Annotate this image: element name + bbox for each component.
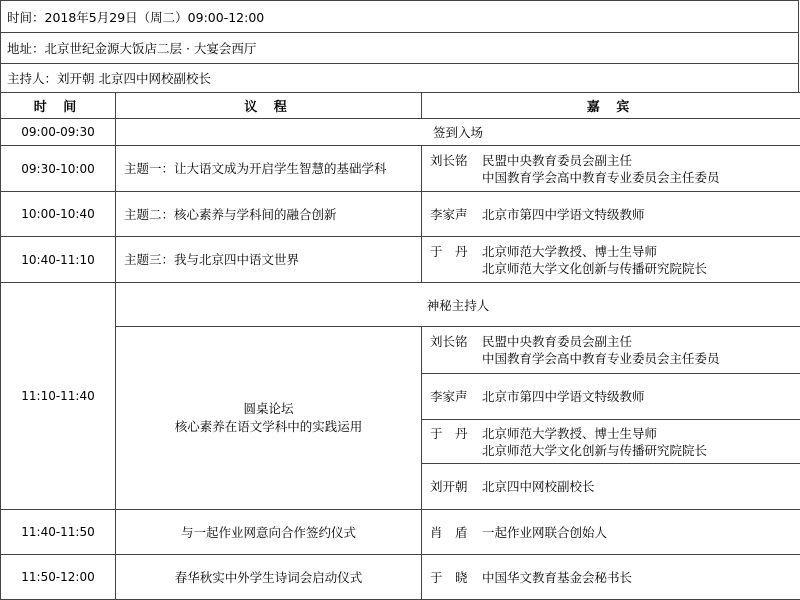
- guest-name: 刘长铭: [430, 333, 482, 367]
- guest-desc: 民盟中央教育委员会副主任: [482, 333, 800, 350]
- table-row: [1, 237, 800, 283]
- time-cell: 11:10-11:40: [1, 283, 116, 510]
- guest-name: 于 丹: [430, 243, 482, 277]
- guest-desc: 北京市第四中学语文特级教师: [482, 388, 800, 405]
- time-cell: 11:40-11:50: [1, 510, 116, 555]
- guest-name: 李家声: [430, 388, 482, 405]
- guest-desc: 中国教育学会高中教育专业委员会主任委员: [482, 350, 800, 367]
- guest-cell: [422, 510, 800, 555]
- table-row: [1, 283, 800, 327]
- time-cell: 10:00-10:40: [1, 192, 116, 237]
- agenda-cell: 主题二：核心素养与学科间的融合创新: [116, 192, 422, 237]
- guest-desc: 北京市第四中学语文特级教师: [482, 206, 800, 223]
- roundtable-cell: [116, 327, 422, 510]
- guest-desc: 民盟中央教育委员会副主任: [482, 152, 800, 169]
- guest-cell: [422, 146, 800, 192]
- agenda-cell: 春华秋实中外学生诗词会启动仪式: [116, 555, 422, 600]
- guest-desc: 北京师范大学文化创新与传播研究院院长: [482, 260, 800, 277]
- event-time: 时间：2018年5月29日（周二）09:00-12:00: [0, 0, 799, 32]
- event-host: 主持人：刘开朝 北京四中网校副校长: [0, 63, 799, 92]
- guest-cell: [422, 327, 800, 374]
- guest-cell: [422, 464, 800, 510]
- guest-name: 于 晓: [430, 569, 482, 586]
- guest-cell: [422, 555, 800, 600]
- table-row: [1, 146, 800, 192]
- roundtable-title: 圆桌论坛: [116, 400, 421, 418]
- guest-cell: [422, 420, 800, 464]
- table-row: [1, 510, 800, 555]
- guest-desc: 北京四中网校副校长: [482, 478, 800, 495]
- guest-desc: 北京师范大学教授、博士生导师: [482, 243, 800, 260]
- agenda-table: [0, 92, 800, 600]
- guest-cell: [422, 374, 800, 420]
- event-venue: 地址：北京世纪金源大饭店二层 · 大宴会西厅: [0, 32, 799, 63]
- guest-desc: 北京师范大学文化创新与传播研究院院长: [482, 442, 800, 459]
- header-time: 时 间: [1, 93, 116, 119]
- guest-cell: [422, 237, 800, 283]
- table-header-row: [1, 93, 800, 119]
- agenda-cell: 与一起作业网意向合作签约仪式: [116, 510, 422, 555]
- moderator-cell: 神秘主持人: [116, 283, 800, 327]
- guest-desc: 中国教育学会高中教育专业委员会主任委员: [482, 169, 800, 186]
- guest-desc: 北京师范大学教授、博士生导师: [482, 425, 800, 442]
- agenda-cell: 签到入场: [116, 119, 800, 146]
- agenda-cell: 主题三：我与北京四中语文世界: [116, 237, 422, 283]
- agenda-cell: 主题一：让大语文成为开启学生智慧的基础学科: [116, 146, 422, 192]
- time-cell: 09:00-09:30: [1, 119, 116, 146]
- guest-name: 肖 盾: [430, 524, 482, 541]
- header-guests: 嘉 宾: [422, 93, 800, 119]
- guest-cell: [422, 192, 800, 237]
- guest-desc: 中国华文教育基金会秘书长: [482, 569, 800, 586]
- guest-name: 刘开朝: [430, 478, 482, 495]
- roundtable-subtitle: 核心素养在语文学科中的实践运用: [116, 418, 421, 436]
- time-cell: 09:30-10:00: [1, 146, 116, 192]
- time-cell: 10:40-11:10: [1, 237, 116, 283]
- guest-desc: 一起作业网联合创始人: [482, 524, 800, 541]
- guest-name: 刘长铭: [430, 152, 482, 186]
- table-row: [1, 327, 800, 374]
- table-row: [1, 555, 800, 600]
- guest-name: 于 丹: [430, 425, 482, 459]
- guest-name: 李家声: [430, 206, 482, 223]
- table-row: [1, 192, 800, 237]
- header-agenda: 议 程: [116, 93, 422, 119]
- time-cell: 11:50-12:00: [1, 555, 116, 600]
- table-row: [1, 119, 800, 146]
